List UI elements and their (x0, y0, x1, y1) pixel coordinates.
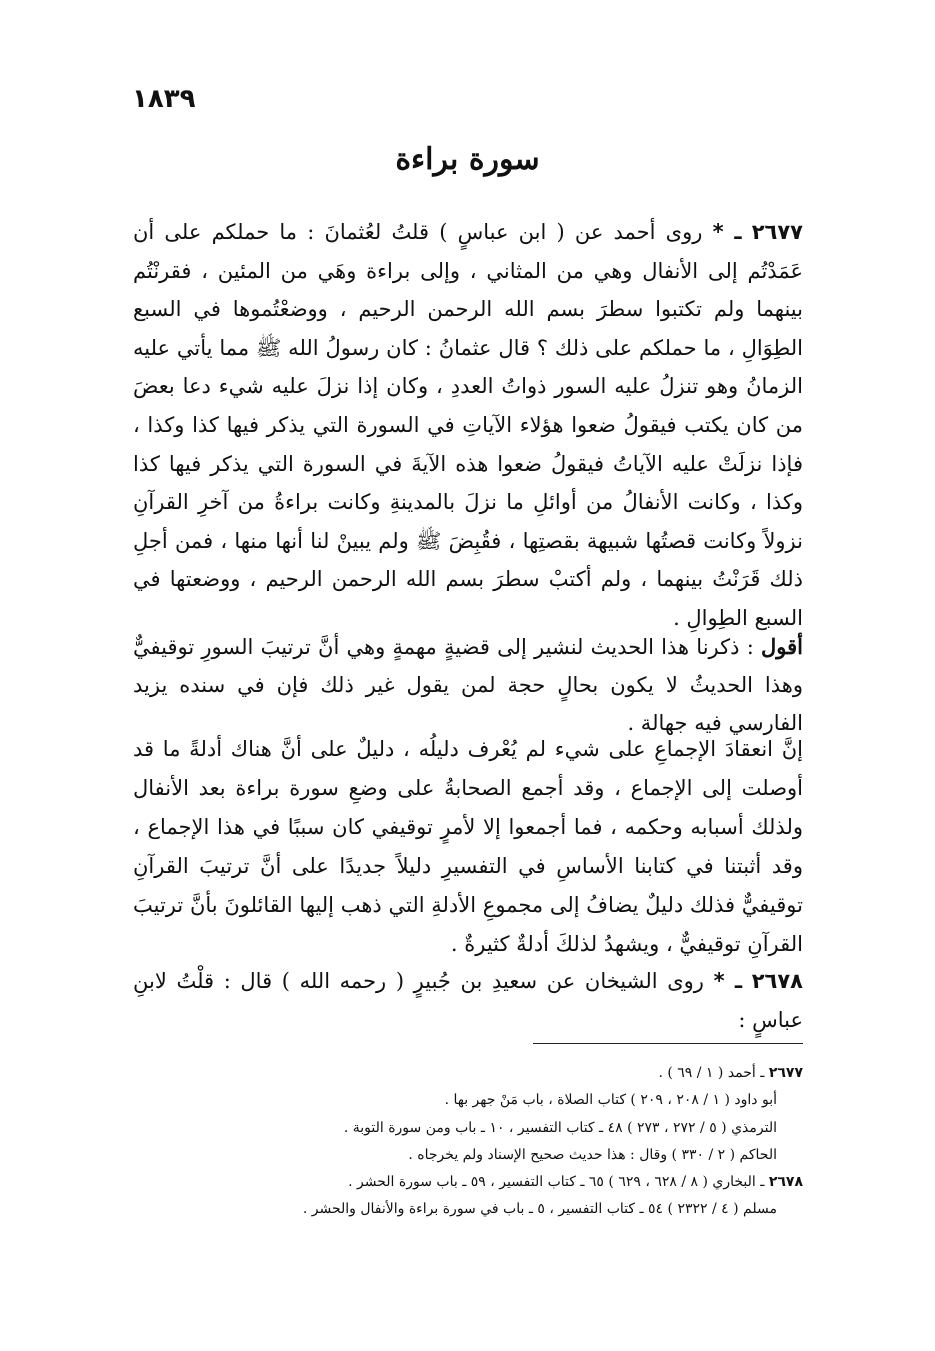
footnote (133, 1060, 803, 1087)
footnote-text: الحاكم ( ٢ / ٣٣٠ ) وقال : هذا حديث صحيح الإسناد ولم يخرجاه . (408, 1146, 777, 1163)
footnote-divider (533, 1043, 803, 1044)
footnote-text: الترمذي ( ٥ / ٢٧٢ ، ٢٧٣ ) ٤٨ ـ كتاب التفسير ، ١٠ ـ باب ومن سورة التوبة . (343, 1119, 777, 1136)
footnote-text: مسلم ( ٤ / ٢٣٢٢ ) ٥٤ ـ كتاب التفسير ، ٥ ـ باب في سورة براءة والأنفال والحشر . (302, 1201, 777, 1218)
footnote (133, 1087, 803, 1114)
footnote-text: أبو داود ( ١ / ٢٠٨ ، ٢٠٩ ) كتاب الصلاة ، باب مَنْ جهر بها . (444, 1092, 777, 1109)
footnote (133, 1142, 803, 1169)
hadith-marker: ـ * (713, 969, 743, 993)
hadith-number: ٢٦٧٧ (751, 220, 803, 244)
hadith-2678 (133, 962, 803, 1039)
comment-label: أقول (761, 634, 803, 659)
comment-text: : ذكرنا هذا الحديث لنشير إلى قضيةٍ مهمةٍ وهي أنَّ ترتيبَ السورِ توقيفيٌّ وهذا الحديثُ لا يكون بحالٍ حجة لمن يقول غير ذلك فإن في سنده يزيد الفارسي فيه جهالة . (133, 635, 803, 735)
footnotes (133, 1060, 803, 1224)
hadith-text: روى أحمد عن ( ابن عباسٍ ) قلتُ لعُثمانَ : ما حملكم على أن عَمَدْتُم إلى الأنفال وهي من المثاني ، وإلى براءة وهَي من المئين ، فقرنْتُم بينهما ولم تكتبوا سطرَ بسم الله الرحمن الرحيم ، ووضعْتُموها في السبع الطِوَالِ ، ما حملكم على ذلك ؟ قال عثمانُ : كان رسولُ الله ﷺ مما يأتي عليه الزمانُ وهو تنزلُ عليه السور ذواتُ العددِ ، وكان إذا نزلَ عليه شيء دعا بعضَ من كان يكتب فيقولُ ضعوا هؤلاء الآياتِ في السورة التي يذكر فيها كذا وكذا ، فإذا نزلَتْ عليه الآياتُ فيقولُ ضعوا هذه الآيةَ في السورة التي يذكر فيها كذا وكذا ، وكانت الأنفالُ من أوائلِ ما نزلَ بالمدينةِ وكانت براءةُ من آخرِ القرآنِ نزولاً وكانت قصتُها شبيهة بقصتِها ، فقُبِضَ ﷺ ولم يبينْ لنا أنها منها ، فمن أجلِ ذلك قَرَنْتُ بينهما ، ولم أكتبْ سطرَ بسم الله الرحمن الرحيم ، ووضعتها في السبع الطِوالِ . (133, 220, 803, 630)
footnote-text: ـ أحمد ( ١ / ٦٩ ) . (658, 1065, 765, 1081)
footnote-number: ٢٦٧٨ (768, 1174, 803, 1191)
hadith-marker: ـ * (712, 220, 742, 244)
hadith-2677 (133, 213, 803, 638)
footnote (133, 1169, 803, 1196)
author-comment (133, 628, 803, 742)
footnote-text: ـ البخاري ( ٨ / ٦٢٨ ، ٦٢٩ ) ٦٥ ـ كتاب التفسير ، ٥٩ ـ باب سورة الحشر . (348, 1174, 765, 1191)
footnote (133, 1115, 803, 1142)
page-number: ١٨٣٩ (132, 84, 196, 114)
footnote (133, 1196, 803, 1223)
surah-title: سورة براءة (395, 142, 540, 177)
footnote-number: ٢٦٧٧ (768, 1065, 803, 1081)
hadith-text: روى الشيخان عن سعيدِ بن جُبيرٍ ( رحمه الله ) قال : قلْتُ لابنِ عباسٍ : (133, 969, 803, 1032)
paragraph-consensus: إنَّ انعقادَ الإجماعِ على شيء لم يُعْرف دليلُه ، دليلٌ على أنَّ هناك أدلةً ما قد أوصلت إلى الإجماع ، وقد أجمع الصحابةُ على وضعِ سورة براءة بعد الأنفال ولذلك أسبابه وحكمه ، فما أجمعوا إلا لأمرٍ توقيفي كان سببًا في هذا الإجماع ، وقد أثبتنا في كتابنا الأساسِ في التفسيرِ دليلاً جديدًا على أنَّ ترتيبَ القرآنِ توقيفيٌّ فذلك دليلٌ يضافُ إلى مجموعِ الأدلةِ التي ذهب إليها القائلونَ بأنَّ ترتيبَ القرآنِ توقيفيٌّ ، ويشهدُ لذلكَ أدلةٌ كثيرةٌ . (133, 737, 803, 956)
hadith-number: ٢٦٧٨ (751, 969, 803, 993)
